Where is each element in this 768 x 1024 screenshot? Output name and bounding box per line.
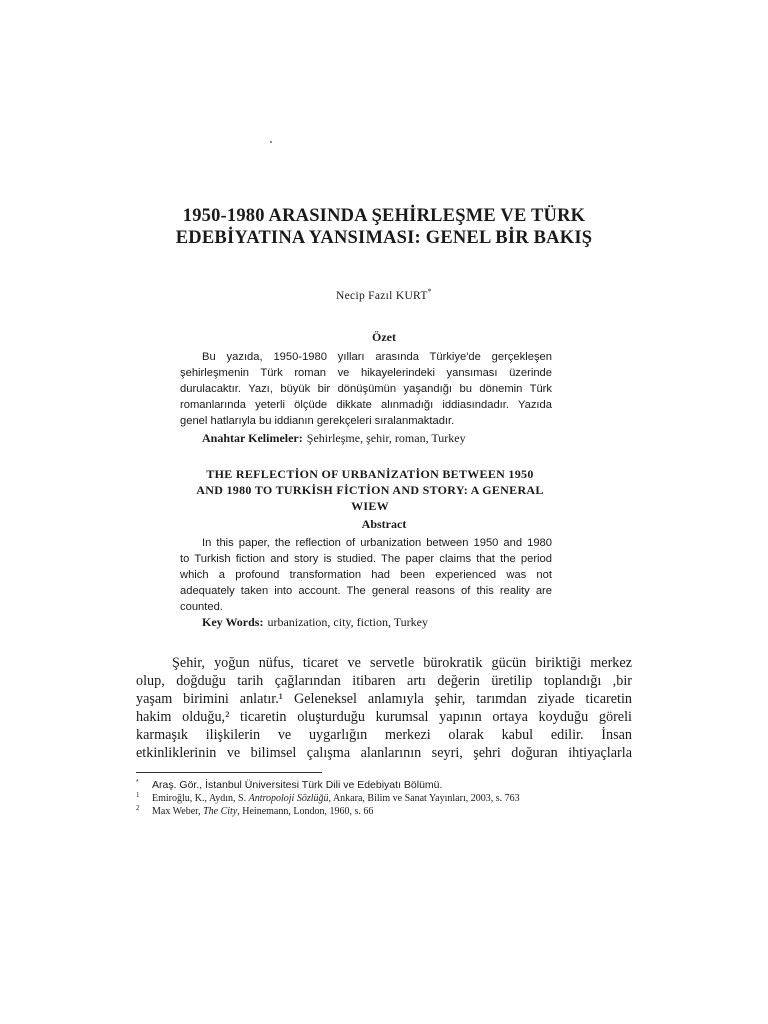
abstract-line: adequately taken into account. The general reasons of this reality are bbox=[180, 585, 552, 597]
keywords-label-tr: Anahtar Kelimeler: bbox=[202, 431, 303, 445]
scan-speck bbox=[270, 141, 272, 143]
ozet-line: romanlarında yeterli ölçüde dikkate alınmadığı iddiasındadır. Yazıda bbox=[180, 399, 552, 411]
english-title bbox=[180, 466, 560, 514]
footnote-text-after: , Ankara, Bilim ve Sanat Yayınları, 2003, s. 763 bbox=[328, 793, 520, 804]
abstract-line: which a profound transformation had been experienced was not bbox=[180, 569, 552, 581]
paper-title-line-2: EDEBİYATINA YANSIMASI: GENEL BİR BAKIŞ bbox=[175, 228, 593, 248]
abstract-line: to Turkish fiction and story is studied. The paper claims that the period bbox=[180, 553, 552, 565]
english-title-line: THE REFLECTİON OF URBANİZATİON BETWEEN 1950 bbox=[206, 467, 534, 481]
keywords-label-en: Key Words: bbox=[202, 615, 264, 629]
footnote-text-after: , Heinemann, London, 1960, s. 66 bbox=[237, 806, 374, 817]
english-title-line: WIEW bbox=[351, 499, 389, 513]
footnote-text: Araş. Gör., İstanbul Üniversitesi Türk Dili ve Edebiyatı Bölümü. bbox=[152, 779, 443, 791]
footnote-italic-title: The City bbox=[203, 806, 238, 817]
ozet-heading: Özet bbox=[372, 330, 396, 344]
paper-title bbox=[120, 205, 648, 249]
ozet-line: şehirleşmenin Türk roman ve hikayelerindeki yansıması üzerinde bbox=[180, 367, 552, 379]
paper-title-line-1: 1950-1980 ARASINDA ŞEHİRLEŞME VE TÜRK bbox=[182, 206, 586, 226]
ozet-line: genel hatlarıyla bu iddianın gerekçeleri sıralanmaktadır. bbox=[180, 415, 455, 427]
footnote-1 bbox=[136, 792, 636, 805]
keywords-text-en: urbanization, city, fiction, Turkey bbox=[267, 615, 428, 629]
ozet-line: durulacaktır. Yazı, büyük bir dönüşümün yaşandığı bu dönemin Türk bbox=[180, 383, 552, 395]
english-keywords bbox=[202, 613, 428, 631]
body-line: karmaşık ilişkilerin ve uygarlığın merkezi olarak kabul edilir. İnsan bbox=[136, 727, 632, 743]
abstract-line: counted. bbox=[180, 601, 223, 613]
body-line: yaşam birimini anlatır.¹ Geleneksel anlamıyla şehir, tarımdan ziyade ticaretin bbox=[136, 691, 632, 707]
author-footnote-mark: * bbox=[427, 287, 432, 296]
author-line bbox=[0, 287, 768, 302]
body-line: Şehir, yoğun nüfus, ticaret ve servetle bürokratik gücün biriktiği merkez bbox=[172, 655, 632, 671]
footnote-divider bbox=[136, 772, 322, 773]
footnote-italic-title: Antropoloji Sözlüğü bbox=[248, 793, 329, 804]
footnote-mark: * bbox=[136, 779, 139, 786]
abstract-line: In this paper, the reflection of urbanization between 1950 and 1980 bbox=[202, 537, 552, 549]
footnote-text-before: Emiroğlu, K., Aydın, S. bbox=[152, 793, 249, 804]
body-line: hakim olduğu,² ticaretin oluşturduğu kurumsal yapının ortaya koyduğu göreli bbox=[136, 709, 632, 725]
ozet-abstract bbox=[180, 349, 552, 429]
footnote-2 bbox=[136, 805, 636, 818]
body-paragraph bbox=[136, 654, 632, 762]
body-line: etkinliklerinin ve bilimsel çalışma alanlarının seyri, şehri doğuran ihtiyaçlarla bbox=[136, 745, 632, 761]
footnote-author bbox=[136, 779, 636, 792]
english-abstract bbox=[180, 535, 552, 615]
footnote-text-before: Max Weber, bbox=[152, 806, 204, 817]
abstract-heading: Abstract bbox=[361, 517, 407, 531]
english-title-line: AND 1980 TO TURKİSH FİCTİON AND STORY: A GENERAL bbox=[196, 483, 544, 497]
footnote-mark: 1 bbox=[136, 791, 140, 799]
body-line: olup, doğduğu tarih çağlarından itibaren artı değerin üretilip toplandığı ,bir bbox=[136, 673, 632, 689]
turkish-keywords bbox=[202, 429, 466, 447]
keywords-text-tr: Şehirleşme, şehir, roman, Turkey bbox=[306, 431, 466, 445]
footnote-mark: 2 bbox=[136, 804, 140, 812]
ozet-line: Bu yazıda, 1950-1980 yılları arasında Türkiye'de gerçekleşen bbox=[202, 351, 552, 363]
author-name: Necip Fazıl KURT bbox=[336, 289, 428, 302]
footnotes bbox=[136, 779, 636, 818]
